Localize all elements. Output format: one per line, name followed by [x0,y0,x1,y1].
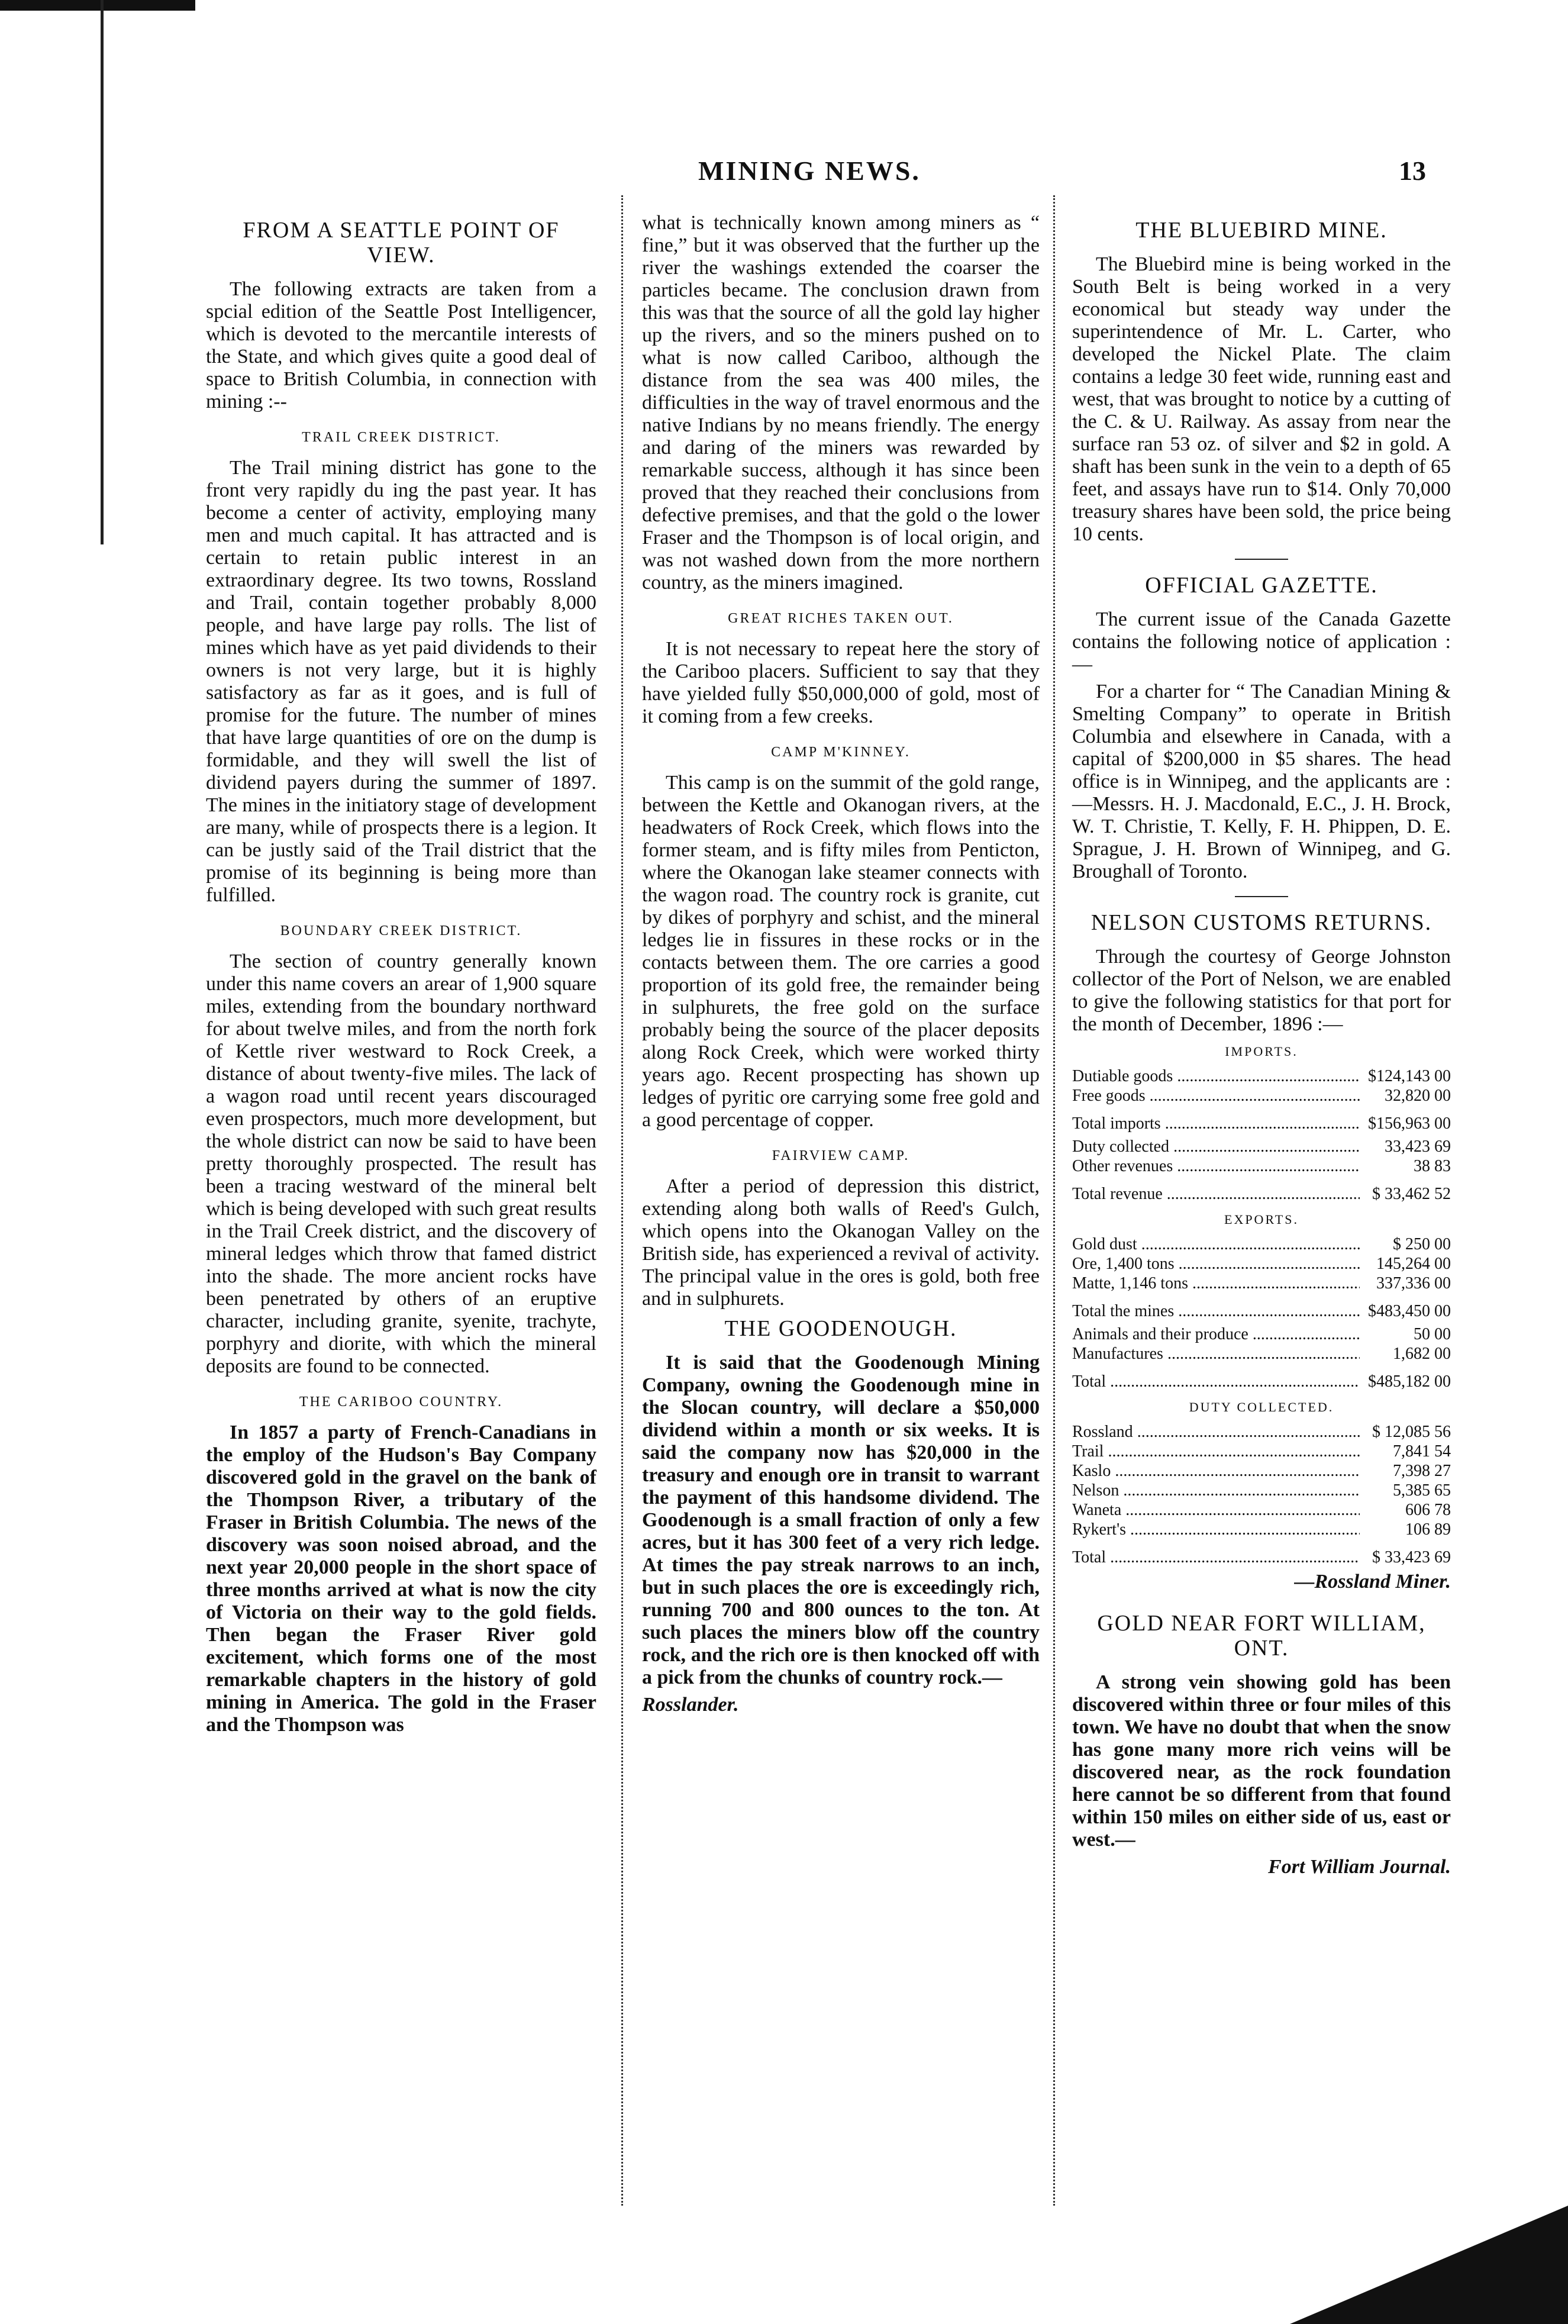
row-value: 5,385 65 [1393,1481,1451,1500]
scan-corner-shadow [1290,2206,1568,2324]
table-row [1072,1114,1451,1133]
column-1 [206,212,596,1741]
article-paragraph: For a charter for “ The Canadian Mining & Smelting Company” to operate in British Columbia and elsewhere in Canada, with a capital of $200,000 in $5 shares. The head office is in Winnipeg, and the applicants are :—Messrs. H. J. Macdonald, E.C., J. H. Brock, W. T. Christie, T. Kelly, F. H. Phippen, D. E. Sprague, J. H. Brown of Winnipeg, and G. Broughall of Toronto. [1072,681,1451,882]
article-paragraph: The section of country generally known under this name covers an arear of 1,900 square miles, extending from the boundary northward for about twelve miles, and from the north fork of Kettle river westward to Rock Creek, a distance of about twenty-five miles. The lack of a wagon road until recent years discouraged even prospectors, much more development, but the whole district can now be said to have been pretty thoroughly prospected. The result has been a tracing westward of the mineral belt which is being developed with such great results in the Trail Creek district, and the discovery of mineral ledges which throw that famed district into the shade. The more ancient rocks have been penetrated by others of an eruptive character, including granite, syenite, trachyte, porphyry and diorite, with which the mineral deposits are found to be connected. [206,950,597,1377]
row-value: $ 33,462 52 [1372,1185,1451,1203]
row-value: 145,264 00 [1376,1255,1451,1273]
duty-table [1072,1137,1451,1176]
row-label: Kaslo ..... [1072,1461,1360,1481]
row-value: $485,182 00 [1368,1372,1451,1391]
source-credit: —Rossland Miner. [1294,1571,1451,1593]
row-value: 50 00 [1414,1325,1451,1343]
row-value: $ 33,423 69 [1372,1548,1451,1566]
article-paragraph: After a period of depression this district, extending along both walls of Reed's Gulch, which opens into the Okanogan Valley on the British side, has experienced a revival of activity. The principal value in the ores is gold, both free and in sulphurets. [642,1175,1040,1310]
table-heading-exports: EXPORTS. [1224,1212,1299,1227]
duty-places-table [1072,1422,1451,1539]
subhead-trail: TRAIL CREEK DISTRICT. [302,430,501,445]
table-row [1072,1324,1451,1344]
article-title-seattle: FROM A SEATTLE POINT OF VIEW. [243,218,560,267]
row-value: $ 12,085 56 [1372,1423,1451,1441]
running-title: MINING NEWS. [698,156,921,186]
article-paragraph: The current issue of the Canada Gazette contains the following notice of application :— [1072,608,1451,675]
table-row [1072,1234,1451,1254]
row-label: Waneta ..... [1072,1500,1360,1520]
imports-table [1072,1066,1451,1105]
row-label: Trail ..... [1072,1442,1360,1461]
article-paragraph: The Bluebird mine is being worked in the South Belt is being worked in a very economical but steady way under the superintendence of Mr. L. Carter, who developed the Nickel Plate. The claim contains a ledge 30 feet wide, running east and west, that was brought to notice by a cutting of the C. & U. Railway. As assay from near the surface ran 53 oz. of silver and $2 in gold. A shaft has been sunk in the vein to a depth of 65 feet, and assays have run to $14. Only 70,000 treasury shares have been sold, the price being 10 cents. [1072,253,1451,545]
table-row [1072,1086,1451,1105]
table-row [1072,1137,1451,1156]
row-label: Total imports ..... [1072,1114,1360,1133]
article-paragraph: This camp is on the summit of the gold range, between the Kettle and Okanogan rivers, at the headwaters of Rock Creek, which flows into the former steam, and is fifty miles from Penticton, where the Okanogan lake steamer connects with the wagon road. The country rock is granite, cut by dikes of porphyry and schist, and the mineral ledges lie in fissures in these rocks or in the contacts between them. The ore carries a good proportion of its gold free, the remainder being in sulphurets, the free gold on the surface probably being the source of the placer deposits along Rock Creek, which were worked thirty years ago. Recent prospecting has shown up ledges of pyritic ore carrying some free gold and a good percentage of copper. [642,772,1040,1131]
table-row [1072,1274,1451,1293]
table-row [1072,1461,1451,1481]
table-heading-imports: IMPORTS. [1225,1044,1298,1059]
row-label: Rykert's ..... [1072,1520,1360,1539]
article-title-gazette: OFFICIAL GAZETTE. [1145,573,1378,598]
column-rule [1053,195,1055,2206]
article-paragraph: Through the courtesy of George Johnston collector of the Port of Nelson, we are enabled to give the following statistics for that port for the month of December, 1896 :— [1072,946,1451,1035]
table-row [1072,1520,1451,1539]
column-3 [1072,212,1451,1896]
row-label: Gold dust ..... [1072,1234,1360,1254]
row-label: Rossland ..... [1072,1422,1360,1442]
row-label: Nelson ..... [1072,1481,1360,1500]
row-label: Manufactures ..... [1072,1344,1360,1364]
scan-margin-line [101,0,104,544]
row-value: 7,841 54 [1393,1442,1451,1461]
row-value: 106 89 [1405,1520,1451,1539]
row-label: Free goods ..... [1072,1086,1360,1105]
table-row [1072,1184,1451,1204]
table-row [1072,1254,1451,1274]
row-value: $ 250 00 [1393,1235,1451,1253]
subhead-fairview: FAIRVIEW CAMP. [772,1148,910,1163]
source-credit: Fort William Journal. [1268,1856,1451,1878]
subhead-boundary: BOUNDARY CREEK DISTRICT. [280,923,522,939]
article-title-goodenough: THE GOODENOUGH. [724,1316,957,1341]
table-row [1072,1066,1451,1086]
column-rule [621,195,623,2206]
row-value: 337,336 00 [1376,1274,1451,1292]
row-label: Dutiable goods ..... [1072,1066,1360,1086]
row-value: $124,143 00 [1368,1067,1451,1085]
row-label: Total the mines ..... [1072,1301,1360,1321]
article-paragraph: The following extracts are taken from a spcial edition of the Seattle Post Intelligencer, which is devoted to the mercantile interests of the State, and which gives quite a good deal of space to British Columbia, in connection with mining :-- [206,278,596,412]
row-value: 38 83 [1414,1157,1451,1175]
row-label: Other revenues ..... [1072,1156,1360,1176]
article-title-gold: GOLD NEAR FORT WILLIAM, ONT. [1097,1611,1426,1661]
row-label: Total ..... [1072,1548,1360,1567]
article-paragraph: It is said that the Goodenough Mining Company, owning the Goodenough mine in the Slocan country, will declare a $50,000 dividend within a month or six weeks. It is said the company now has $20,000 in the treasury and enough ore in transit to warrant the payment of this handsome dividend. The Goodenough is a small fraction of only a few acres, but it has 300 feet of a very rich ledge. At times the pay streak narrows to an inch, but in such places the ore is exceedingly rich, running 700 and 800 ounces to the ton. At such places the miners blow off the country rock, and the rich ore is then knocked off with a pick from the chunks of country rock.— [642,1352,1040,1688]
exports-table [1072,1234,1451,1293]
article-paragraph: what is technically known among miners as “ fine,” but it was observed that the further up the river the washings extended the coarser the particles became. The conclusion drawn from this was that the source of all the gold lay higher up the rivers, and so the miners pushed on to what is now called Cariboo, although the distance from the sea was 400 miles, the difficulties in the way of travel enormous and the native Indians by no means friendly. The energy and daring of the miners was rewarded by remarkable success, although it has since been proved that they reached their conclusions from defective premises, and that the gold o the lower Fraser and the Thompson is of local origin, and was not washed down from the more northern country, as the miners imagined. [642,212,1040,594]
other-exports-table [1072,1324,1451,1364]
row-label: Ore, 1,400 tons ..... [1072,1254,1360,1274]
row-value: 1,682 00 [1393,1345,1451,1363]
article-title-bluebird: THE BLUEBIRD MINE. [1135,218,1388,243]
table-row [1072,1500,1451,1520]
table-heading-duty: DUTY COLLECTED. [1189,1400,1334,1414]
row-value: 32,820 00 [1385,1087,1451,1105]
table-row [1072,1481,1451,1500]
table-row [1072,1156,1451,1176]
row-value: 7,398 27 [1393,1462,1451,1480]
article-paragraph: In 1857 a party of French-Canadians in the employ of the Hudson's Bay Company discovered gold in the gravel on the bank of the Thompson River, a tributary of the Fraser in British Columbia. The news of the discovery was soon noised abroad, and the next year 20,000 people in the short space of three months arrived at what is now the city of Victoria on their way to the gold fields. Then began the Fraser River gold excitement, which forms one of the most remarkable chapters in the history of gold mining in America. The gold in the Fraser and the Thompson was [206,1422,596,1736]
separator-rule [1235,559,1288,560]
row-label: Total ..... [1072,1372,1360,1391]
row-label: Duty collected ..... [1072,1137,1360,1156]
column-2 [642,212,1040,1734]
row-value: $483,450 00 [1368,1302,1451,1320]
table-row [1072,1442,1451,1461]
row-label: Matte, 1,146 tons ..... [1072,1274,1360,1293]
row-value: 33,423 69 [1385,1137,1451,1156]
separator-rule [1235,896,1288,897]
table-row [1072,1372,1451,1391]
row-value: 606 78 [1405,1501,1451,1519]
table-row [1072,1548,1451,1567]
table-row [1072,1422,1451,1442]
article-paragraph: The Trail mining district has gone to the front very rapidly du ing the past year. It has become a center of activity, employing many men and much capital. It has attracted and is certain to retain public interest in an extraordinary degree. Its two towns, Rossland and Trail, contain together probably 8,000 people, and have large pay rolls. The list of mines which have as yet paid dividends to their owners is not very large, but it is highly satisfactory as far as it goes, and is full of promise for the future. The number of mines that have large quantities of ore on the dump is formidable, and they will swell the list of dividend payers during the summer of 1897. The mines in the initiatory stage of development are many, while of prospects there is a legion. It can be justly said of the Trail district that the promise of its beginning is being more than fulfilled. [206,457,596,906]
subhead-cariboo: THE CARIBOO COUNTRY. [299,1394,504,1410]
subhead-camp-mckinney: CAMP M'KINNEY. [771,744,911,760]
row-label: Total revenue ..... [1072,1184,1360,1204]
row-label: Animals and their produce ..... [1072,1324,1360,1344]
article-paragraph: It is not necessary to repeat here the story of the Cariboo placers. Sufficient to say that they have yielded fully $50,000,000 of gold, most of it coming from a few creeks. [642,638,1040,727]
row-value: $156,963 00 [1368,1114,1451,1133]
article-paragraph: A strong vein showing gold has been discovered within three or four miles of this town. We have no doubt that when the snow has gone many more rich veins will be discovered near, as the rock foundation here cannot be so different from that found within 150 miles on either side of us, east or west.— [1072,1671,1451,1851]
scan-edge-mark [0,0,195,11]
page-number: 13 [1399,156,1426,186]
article-title-customs: NELSON CUSTOMS RETURNS. [1090,910,1433,935]
subhead-riches: GREAT RICHES TAKEN OUT. [728,611,954,626]
source-credit: Rosslander. [642,1694,739,1716]
table-row [1072,1344,1451,1364]
table-row [1072,1301,1451,1321]
